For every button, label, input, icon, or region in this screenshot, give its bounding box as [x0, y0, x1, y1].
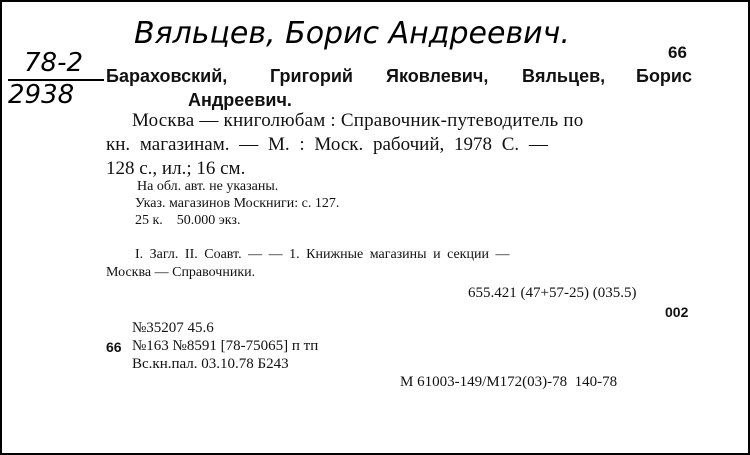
title-line-1: Москва — книголюбам : Справочник-путеводитель по — [132, 110, 584, 131]
heading-author-1-patronymic: Яковлевич, — [386, 66, 489, 86]
handwritten-shelf-top: 78-2 — [24, 48, 84, 78]
udc-classification: 655.421 (47+57-25) (035.5) — [468, 285, 637, 301]
registry-line-3: Вс.кн.пал. 03.10.78 Б243 — [132, 356, 289, 372]
heading-author-2-patronymic: Андреевич. — [188, 90, 292, 110]
note-line-3: 25 к. 50.000 экз. — [135, 213, 241, 228]
subjects-line-2: Москва — Справочники. — [106, 265, 256, 280]
registry-line-2: №163 №8591 [78-75065] п тп — [132, 338, 319, 354]
handwritten-shelf-bottom: 2938 — [8, 80, 75, 110]
heading-author-1-name: Григорий — [270, 66, 353, 86]
handwritten-name: Вяльцев, Борис Андреевич. — [134, 16, 570, 51]
note-line-2: Указ. магазинов Москниги: с. 127. — [135, 196, 340, 211]
heading-author-2-name: Борис — [636, 66, 693, 86]
title-line-3: 128 с., ил.; 16 см. — [106, 158, 246, 179]
registry-prefix: 66 — [106, 339, 122, 355]
registry-line-1: №35207 45.6 — [132, 320, 214, 336]
title-line-2: кн. магазинам. — М. : Моск. рабочий, 1978 С. — — [106, 134, 548, 155]
footer-code: М 61003-149/М172(03)-78 140-78 — [400, 374, 618, 390]
card-number: 66 — [668, 43, 687, 62]
heading-author-2: Вяльцев, — [522, 66, 606, 86]
heading-author-1: Бараховский, — [106, 66, 228, 86]
subjects-line-1: I. Загл. II. Соавт. — — 1. Книжные магазины и секции — — [135, 247, 510, 262]
note-line-1: На обл. авт. не указаны. — [137, 179, 279, 194]
classification-code: 002 — [665, 304, 689, 320]
